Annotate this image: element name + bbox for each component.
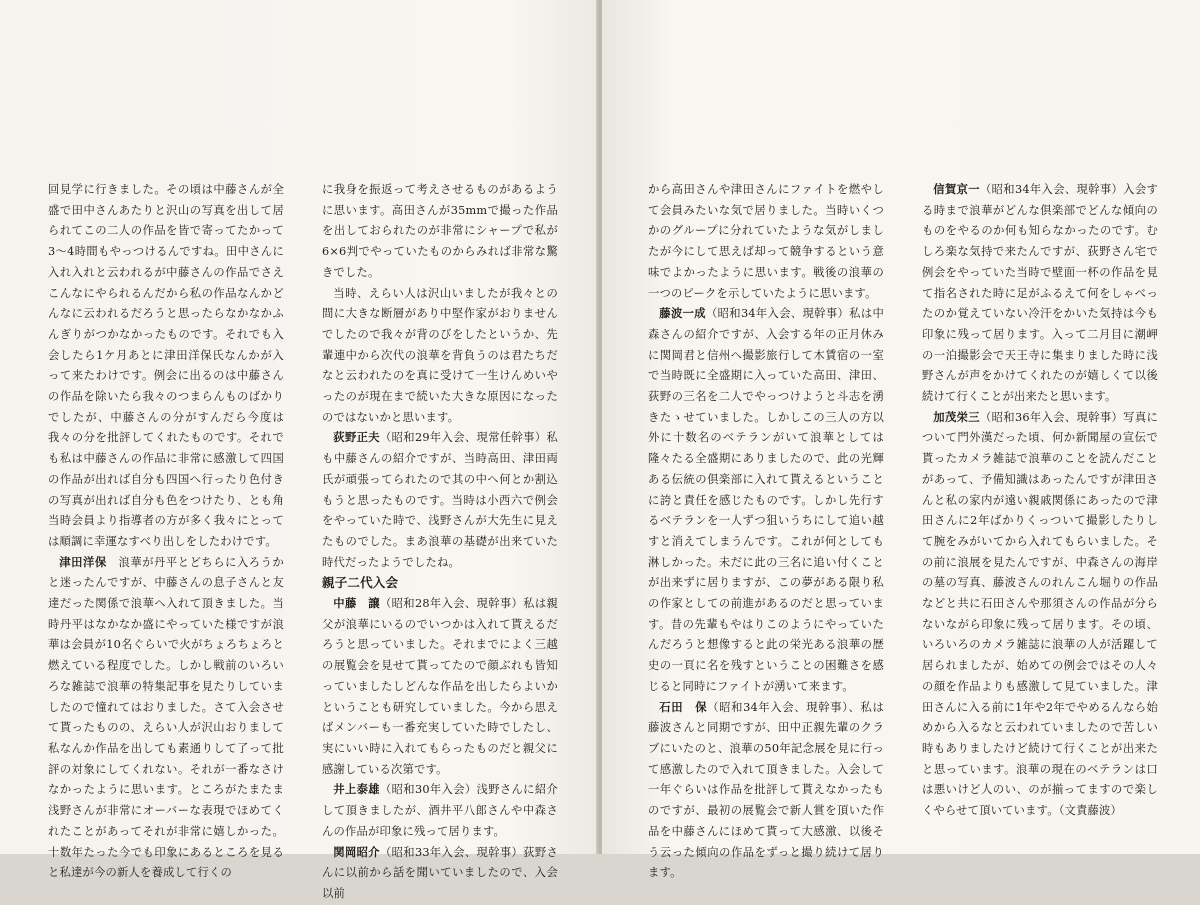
speaker-name: 中藤 譲 — [333, 597, 380, 611]
paragraph: 回見学に行きました。その頃は中藤さんが全盛で田中さんあたりと沢山の写真を出して居られてこの二人の作品を皆で寄ってたかって3～4時間もやっつけるんですね。田中さんに入れ入れと云われるが中藤さんの作品でさえこんなにやられるんだから私の作品なんかどんなに云われるだろうと思ったらなかなかふんぎりがつかなかったものです。それでも入会したら1ケ月あとに津田洋保氏なんかが入って来たわけです。例会に出るのは中藤さんの作品を除いたら我々のつまらんものばかりでしたが、中藤さんの分がすんだら今度は我々の分を批評してくれたものです。それでも私は中藤さんの作品に非常に感激して四国の作品が出れば自分も四国へ行ったり色付きの写真が出れば自分も色をつけたり、とも角当時会員より指導者の方が多く我々にとっては順調に幸運なすべり出しをしたわけです。 — [48, 183, 284, 548]
paragraph: （昭和34年入会、現幹事）私は中森さんの紹介ですが、入会する年の正月休みに関岡君と信州へ撮影旅行して木賃宿の一室で当時既に全盛期に入っていた高田、津田、荻野の三名を二人でやっつけようと斗志を湧きたゝせていました。しかしこの三人の方以外に十数名のベテランがいて浪華としては隆々たる全盛期にありましたので、此の光輝ある伝統の倶楽部に入れて貰えるということに誇と責任を感じたものです。しかし先行するベテランを一人ずつ狙いうちにして追い越すと消えてしまうんです。これが何としても淋しかった。未だに此の三名に追い付くことが出来ずに居りますが、この夢がある限り私の作家としての前進があるのだと思っています。昔の先輩もやはりこのようにやっていたんだろうと想像すると此の栄光ある浪華の歴史の一頁に名を残すということの困難さを感じると同時にファイトが湧いて来ます。 — [648, 307, 884, 693]
text-column-4 — [922, 180, 1158, 820]
paragraph: （昭和34年入会、現幹事）入会する時まで浪華がどんな倶楽部でどんな傾向のものをやるのか何も知らなかったのです。むしろ楽な気持で来たんですが、荻野さん宅で例会をやっていた当時で壁面一杯の作品を見て指名された時に足がふるえて何をしゃべったのか覚えていない冷汗をかいた気持は今も印象に残って居ります。入って二月目に潮岬の一泊撮影会で天王寺に集まりました時に浅野さんが声をかけてくれたのが嬉しくて以後続けて行くことが出来たと思います。 — [922, 183, 1158, 404]
speaker-name: 石田 保 — [659, 700, 708, 714]
speaker-name: 関岡昭介 — [333, 845, 380, 859]
section-heading: 親子二代入会 — [322, 575, 399, 591]
paragraph: （昭和33年入会、現幹事）荻野さんに以前から話を聞いていましたので、入会以前 — [322, 845, 558, 900]
speaker-name: 加茂栄三 — [933, 410, 980, 424]
paragraph: （昭和30年入会）浅野さんに紹介して頂きましたが、酒井平八郎さんや中森さんの作品が印象に残って居ります。 — [322, 783, 558, 838]
paragraph: に我身を振返って考えさせるものがあるように思います。高田さんが35mmで撮った作品を出しておられたのが非常にシャープで私が6×6判でやっていたものからみれば非常な驚きでした。 — [322, 183, 558, 279]
speaker-name: 藤波一成 — [659, 307, 706, 321]
text-column-2 — [322, 180, 558, 900]
paragraph: 当時、えらい人は沢山いましたが我々との間に大きな断層があり中堅作家がおりませんでしたので我々が背のびをしたというか、先輩連中から次代の浪華を背負うのは君たちだなと云われたのを真に受けて一生けんめいやったのが現在まで続いた大きな原因になったのではないかと思います。 — [322, 286, 558, 424]
speaker-name: 津田洋保 — [59, 555, 107, 569]
paragraph: （昭和34年入会、現幹事）、私は藤波さんと同期ですが、田中正親先輩のクラブにいたのと、浪華の50年記念展を見に行って感激したので入れて頂きました。入会して一年ぐらいは作品を批評して貰えなかったものですが、最初の展覧会で新人賞を頂いた作品を中藤さんにほめて貰って大感激、以後そう云った傾向の作品をずっと撮り続けて居ります。 — [648, 700, 884, 880]
text-column-1 — [48, 180, 284, 880]
right-page — [602, 0, 1200, 880]
speaker-name: 信賀京一 — [933, 183, 980, 196]
speaker-name: 井上泰雄 — [333, 783, 380, 797]
text-column-3 — [648, 180, 884, 880]
speaker-name: 荻野正夫 — [333, 431, 380, 445]
paragraph: から高田さんや津田さんにファイトを燃やして会員みたいな気で居りました。当時いくつかのグループに分れていたような気がしましたが今にして思えば却って競争するという意味でよかったように思います。戦後の浪華の一つのピークを示していたように思います。 — [648, 183, 884, 300]
paragraph: （昭和29年入会、現常任幹事）私も中藤さんの紹介ですが、当時高田、津田両氏が頑張ってられたので其の中へ何とか割込もうと思ったものです。当時は小西六で例会をやっていた時で、浅野さんが大先生に見えたものでした。まあ浪華の基礎が出来ていた時代だったようでしたね。 — [322, 431, 558, 569]
left-page — [0, 0, 598, 900]
paragraph: 浪華が丹平とどちらに入ろうかと迷ったんですが、中藤さんの息子さんと友達だった関係で浪華へ入れて頂きました。当時丹平はなかなか盛にやっていた様ですが浪華は会員が10名ぐらいで火がちょろちょろと燃えている程度でした。しかし戦前のいろいろな雑誌で浪華の特集記事を見たりしていましたので憧れてはおりました。さて入会させて貰ったものの、えらい人が沢山おりまして私なんか作品を出しても素通りして了って批評の対象にしてくれない。それが一番なさけなかったように思います。ところがたまたま浅野さんが非常にオーバーな表現でほめてくれたことがあってそれが非常に嬉しかった。十数年たった今でも印象にあるところを見ると私達が今の新人を養成して行くの — [48, 555, 284, 880]
paragraph: （昭和36年入会、現幹事）写真について門外漢だった頃、何か新聞屋の宣伝で貰ったカメラ雑誌で浪華のことを読んだことがあって、予備知識はあったんですが津田さんと私の家内が遠い親戚関係にあったので津田さんに2年ばかりくっついて撮影したりして腕をみがいてから入れてもらいました。その前に浪展を見たんですが、中森さんの海岸の墓の写真、藤波さんのれんこん堀りの作品などと共に石田さんや那須さんの作品が分らないながら印象に残って居ります。その頃、いろいろのカメラ雑誌に浪華の人が活躍して居られましたが、始めての例会ではその人々の顔を作品よりも感激して見ていました。津田さんに入る前に1年や2年でやめるんなら始めから入るなと云われていましたので苦しい時もありましたけど続けて行くことが出来たと思っています。浪華の現在のベテランは口は悪いけど人のい、のが揃ってますので楽しくやらせて頂いています。（文責藤波） — [922, 410, 1158, 818]
paragraph: （昭和28年入会、現幹事）私は親父が浪華にいるのでいつかは入れて貰えるだろうと思っていました。それまでによく三越の展覧会を見せて貰ってたので顔ぶれも皆知っていましたしどんな作品を出したらよいかということも研究していました。今から思えばメンバーも一番充実していた時でしたし、実にいい時に入れてもらったものだと親父に感謝している次第です。 — [322, 597, 558, 776]
